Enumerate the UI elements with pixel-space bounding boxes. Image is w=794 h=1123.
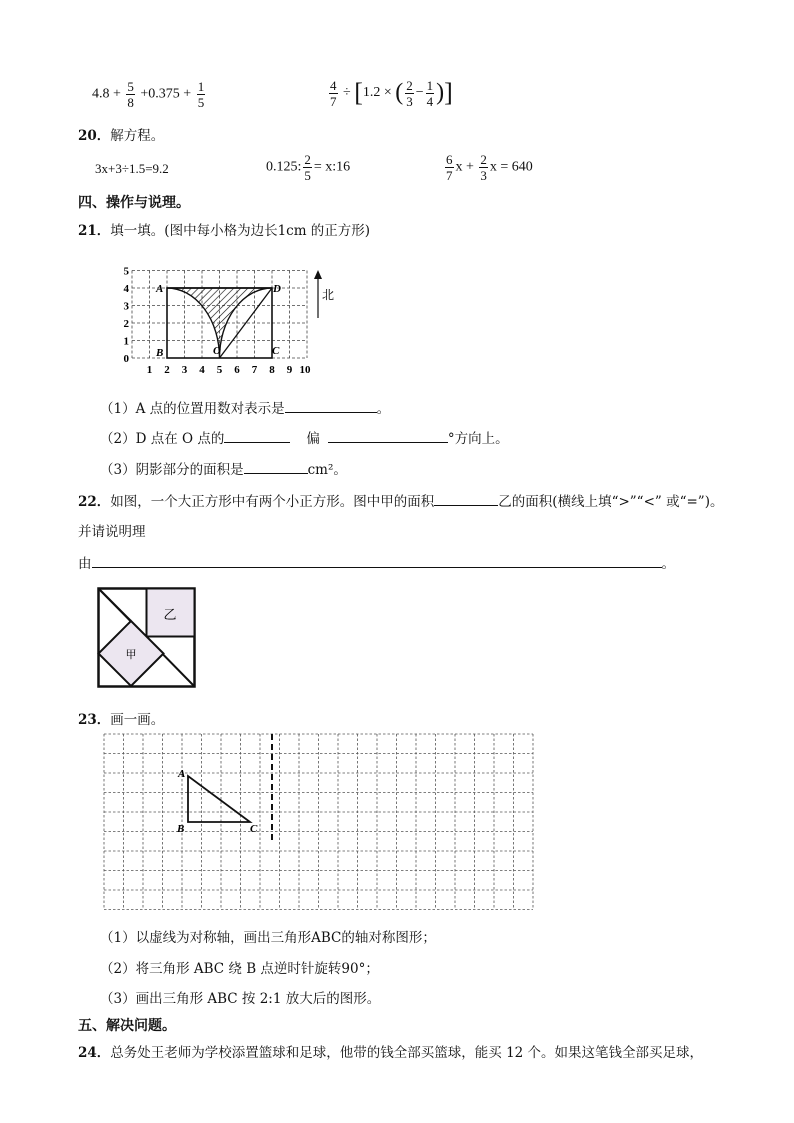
x-tick-label: 9: [286, 364, 293, 376]
y-tick-label: 3: [123, 300, 129, 313]
q21-heading: [78, 219, 370, 239]
x-tick-label: 6: [234, 364, 240, 376]
y-tick-label: 0: [123, 353, 129, 365]
x-tick-label: 8: [269, 364, 275, 376]
q22-line-3: 由 。: [78, 556, 675, 572]
q21-part-2: （2）D 点在 O 点的 偏 °方向上。: [100, 431, 509, 447]
fraction: $\frac{5}{8}$: [127, 79, 134, 110]
point-c-label: C: [272, 345, 280, 357]
section-title: 五、解决问题。: [78, 1018, 176, 1034]
fraction: $\frac{2}{3}$: [480, 152, 487, 183]
expr2-inner: 1.2 ×: [362, 85, 392, 101]
left-bracket: [: [354, 78, 363, 107]
answer-blank[interactable]: [244, 461, 308, 474]
right-paren: ): [436, 79, 445, 106]
fraction: $\frac{6}{7}$: [446, 152, 453, 183]
q21-part-1: （1）A 点的位置用数对表示是 。: [100, 401, 391, 417]
point-a-label: A: [178, 768, 186, 780]
point-b-label: B: [156, 347, 164, 359]
section-title: 四、操作与说理。: [78, 195, 190, 211]
q23-part-1: （1）以虚线为对称轴，画出三角形ABC的轴对称图形；: [100, 930, 436, 946]
north-label: 北: [322, 288, 335, 302]
question-number: 22．: [78, 494, 111, 510]
q22-line-2: 并请说明理: [78, 524, 146, 540]
grid-figure: [118, 262, 348, 380]
right-bracket: ]: [444, 78, 453, 107]
q21-part-3: （3）阴影部分的面积是 cm²。: [100, 462, 347, 478]
x-tick-label: 1: [146, 364, 153, 376]
fraction: $\frac{2}{5}$: [304, 152, 311, 183]
x-tick-label: 7: [251, 364, 258, 376]
question-number: 21．: [78, 223, 111, 239]
point-d-label: D: [273, 283, 281, 295]
expr1-number: 4.8: [92, 86, 110, 102]
equation-3: $\frac{6}{7}$ x + $\frac{2}{3}$ x = 640: [446, 152, 533, 183]
label-jia: 甲: [125, 649, 137, 661]
q20-heading: [78, 124, 164, 144]
x-tick-label: 4: [199, 364, 205, 376]
squares-figure: [96, 586, 198, 690]
x-tick-label: 5: [216, 364, 223, 376]
point-a-label: A: [156, 283, 164, 295]
grid-lines: [104, 734, 533, 910]
point-c-label: C: [250, 823, 258, 835]
fraction: $\frac{4}{7}$: [330, 77, 337, 109]
label-yi: 乙: [163, 607, 177, 622]
fraction: $\frac{2}{3}$: [406, 77, 413, 109]
q23-heading: [78, 708, 164, 728]
question-number: 23．: [78, 712, 111, 728]
answer-blank[interactable]: [434, 493, 498, 506]
calc-expression-2: [327, 78, 453, 108]
drawing-grid: [100, 732, 534, 912]
fraction: $\frac{1}{4}$: [426, 77, 434, 109]
x-tick-label: 10: [299, 364, 311, 376]
question-number: 20．: [78, 128, 111, 144]
left-paren: (: [395, 79, 404, 106]
calc-expression-1: [92, 80, 207, 109]
north-arrow-icon: [314, 270, 322, 318]
fraction: $\frac{1}{5}$: [197, 79, 205, 110]
expr1-rest: +0.375 +: [140, 86, 192, 102]
x-tick-label: 2: [164, 364, 170, 376]
answer-blank[interactable]: [285, 400, 377, 413]
equation-2: 0.125: $\frac{2}{5}$ = x:16: [266, 152, 351, 183]
y-tick-label: 5: [123, 265, 129, 278]
answer-blank[interactable]: [224, 430, 290, 443]
point-b-label: B: [177, 823, 185, 835]
equation-1: 3x+3÷1.5=9.2: [95, 161, 169, 176]
answer-blank[interactable]: [92, 555, 662, 568]
plus-sign: +: [113, 86, 121, 102]
answer-blank[interactable]: [328, 430, 448, 443]
point-o-label: O: [213, 345, 221, 357]
q24-text: 24．总务处王老师为学校添置篮球和足球，他带的钱全部买篮球，能买 12 个。如果这笔钱全部买足球，: [78, 1045, 704, 1061]
question-title: 解方程。: [110, 128, 165, 144]
question-title: 填一填。(图中每小格为边长1cm 的正方形): [110, 223, 371, 239]
q23-part-2: （2）将三角形 ABC 绕 B 点逆时针旋转90°；: [100, 961, 379, 977]
minus-sign: −: [415, 85, 424, 101]
question-number: 24．: [78, 1045, 111, 1061]
y-tick-label: 2: [123, 318, 129, 330]
q22-heading: 22．如图，一个大正方形中有两个小正方形。图中甲的面积 乙的面积(横线上填“>”“<” 或“=”)。: [78, 494, 724, 510]
divide-sign: ÷: [343, 85, 351, 101]
x-tick-label: 3: [181, 364, 188, 376]
q23-part-3: （3）画出三角形 ABC 按 2:1 放大后的图形。: [100, 991, 381, 1007]
y-tick-label: 4: [123, 283, 129, 295]
question-title: 画一画。: [110, 712, 165, 728]
y-tick-label: 1: [123, 335, 129, 348]
